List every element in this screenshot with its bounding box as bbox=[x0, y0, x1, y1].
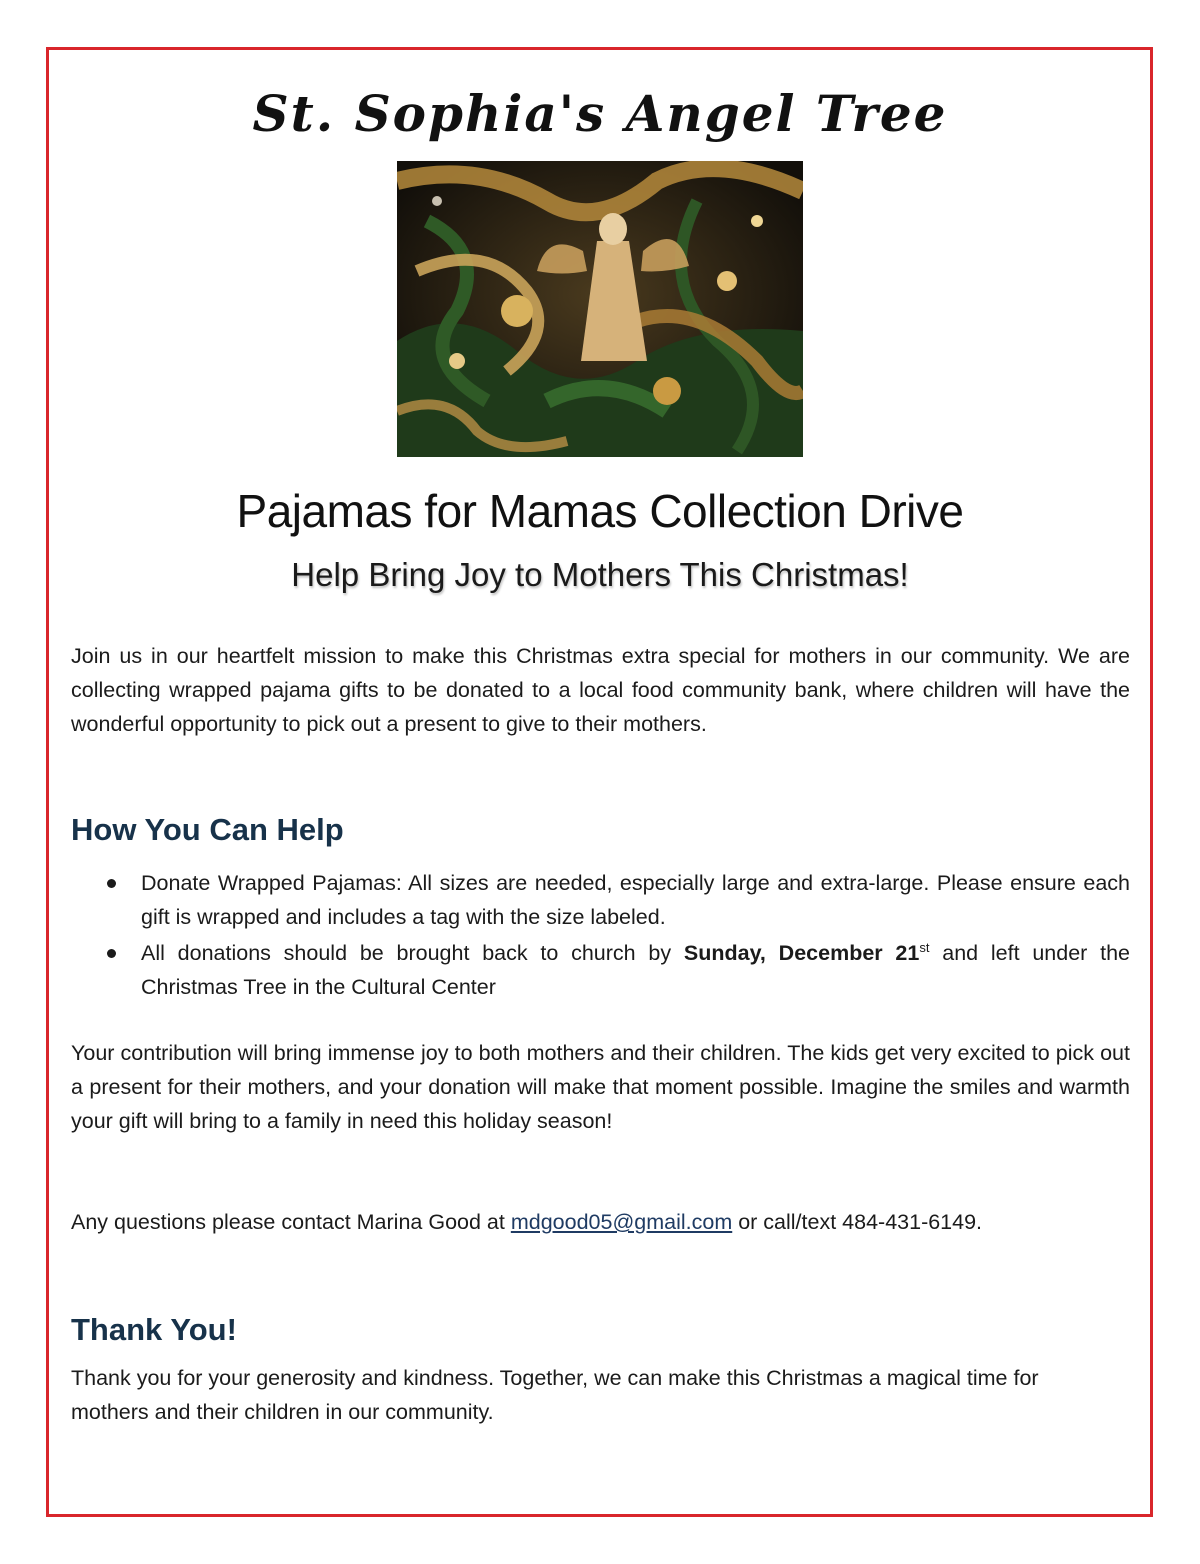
angel-tree-title: St. Sophia's Angel Tree bbox=[252, 84, 948, 143]
list-item bbox=[71, 936, 1130, 1004]
bullet-text-post: and left under the Christmas Tree in the Cultural Center bbox=[141, 941, 1130, 999]
deadline-date: Sunday, December 21 bbox=[683, 941, 920, 965]
page-subtitle: Help Bring Joy to Mothers This Christmas! bbox=[291, 556, 909, 593]
deadline-date-suffix: st bbox=[919, 939, 930, 955]
help-list bbox=[71, 866, 1130, 1006]
bullet-icon bbox=[107, 949, 116, 958]
bullet-icon bbox=[107, 879, 116, 888]
bullet-text-pre: All donations should be brought back to church by bbox=[141, 941, 684, 965]
angel-tree-photo bbox=[397, 161, 803, 457]
contact-text-post: or call/text 484-431-6149. bbox=[732, 1210, 983, 1234]
page-title: Pajamas for Mamas Collection Drive bbox=[236, 485, 964, 537]
how-you-can-help-heading: How You Can Help bbox=[71, 812, 344, 847]
thank-you-paragraph: Thank you for your generosity and kindness. Together, we can make this Christmas a magical time for mothers and their children in our community. bbox=[71, 1366, 1039, 1424]
contact-email-link[interactable]: mdgood05@gmail.com bbox=[510, 1210, 733, 1234]
intro-paragraph: Join us in our heartfelt mission to make this Christmas extra special for mothers in our community. We are collecting wrapped pajama gifts to be donated to a local food community bank, where children will have the wonderful opportunity to pick out a present to give to their mothers. bbox=[71, 644, 1130, 736]
thank-you-heading: Thank You! bbox=[71, 1312, 237, 1347]
bullet-text: Donate Wrapped Pajamas: All sizes are needed, especially large and extra-large. Please ensure each gift is wrapped and includes a tag with the size labeled. bbox=[141, 871, 1130, 929]
list-item bbox=[71, 866, 1130, 934]
contact-text-pre: Any questions please contact Marina Good at bbox=[71, 1210, 511, 1234]
contribution-paragraph: Your contribution will bring immense joy to both mothers and their children. The kids get very excited to pick out a present for their mothers, and your donation will make that moment possible. Imagine the smiles and warmth your gift will bring to a family in need this holiday season! bbox=[71, 1041, 1130, 1133]
contact-paragraph bbox=[71, 1205, 1091, 1239]
